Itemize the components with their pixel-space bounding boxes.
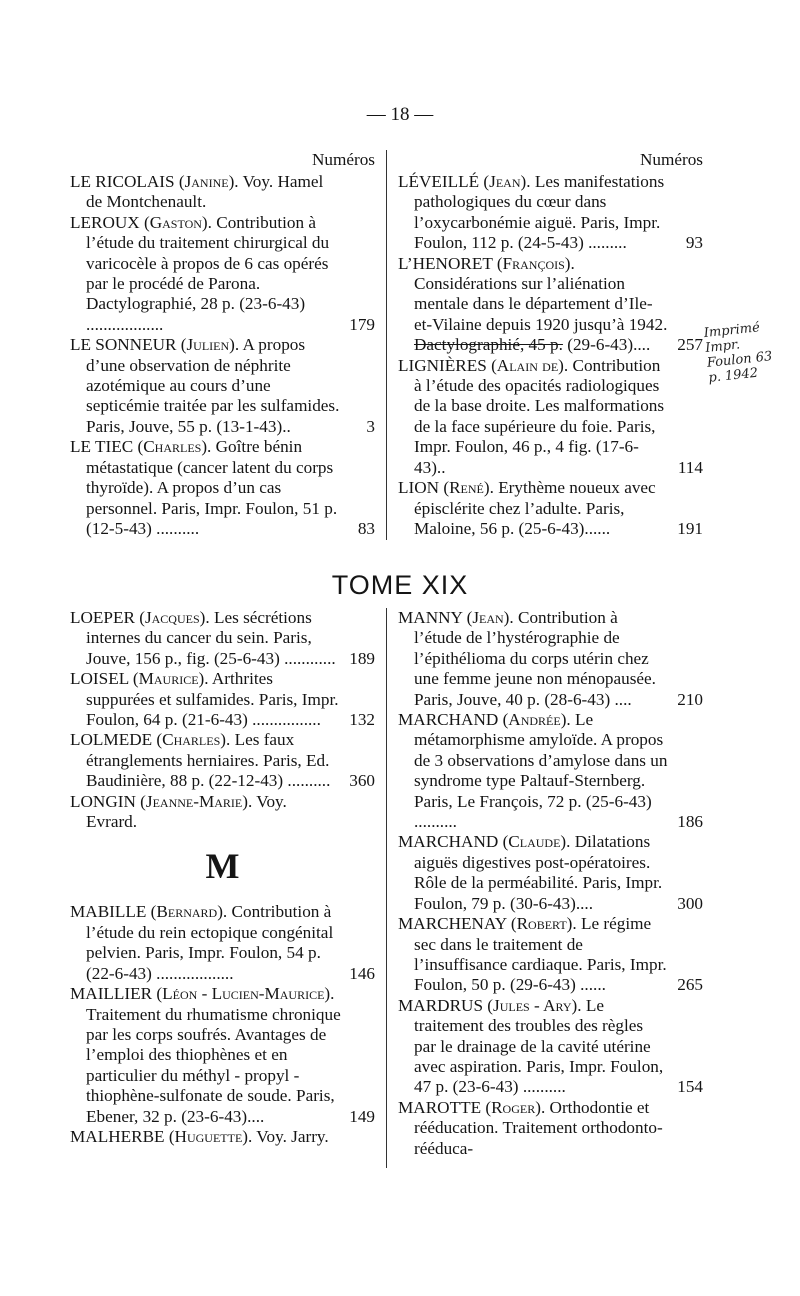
entry-number: 186 — [677, 812, 703, 832]
entry-author: LE TIEC (Charles). — [70, 437, 212, 457]
index-entry — [70, 437, 375, 539]
column-top-left — [70, 172, 375, 539]
column-bottom-left — [70, 608, 375, 1147]
index-entry — [70, 902, 375, 984]
entry-author: MARCHENAY (Robert). — [398, 914, 577, 934]
struck-text: Dactylographié, 45 p. — [414, 335, 563, 355]
entry-author: LOEPER (Jacques). — [70, 608, 210, 627]
entry-author: LOLMEDE (Charles). — [70, 730, 231, 750]
tome-heading: TOME XIX — [331, 570, 469, 600]
entry-description: Orthodontie et rééducation. Traitement orthodonto-rééduca- — [414, 1097, 663, 1158]
entry-description: Le traitement des troubles des règles par le drainage de la cavité utérine avec aspiration. Paris, Impr. Foulon, 47 p. (23-6-43) .......... — [414, 995, 664, 1097]
index-entry — [70, 730, 375, 791]
index-entry — [398, 356, 703, 478]
page-number: — 18 — — [366, 104, 434, 125]
index-entry — [398, 996, 703, 1098]
entry-author: LONGIN (Jeanne-Marie). — [70, 791, 253, 811]
entry-author: LE SONNEUR (Julien). — [70, 335, 240, 355]
entry-number: 83 — [357, 518, 375, 538]
entry-author: L’HENORET (François). — [398, 253, 575, 273]
entry-number: 265 — [677, 975, 703, 995]
entry-author: MAILLIER (Léon - Lucien-Maurice). — [70, 984, 335, 1004]
entry-description: Erythème noueux avec épisclérite chez l’adulte. Paris, Maloine, 56 p. (25-6-43)...... — [414, 478, 656, 538]
entry-description: Voy. Hamel de Montchenault. — [86, 172, 324, 212]
entry-author: MALHERBE (Huguette). — [70, 1126, 253, 1146]
entry-number: 93 — [685, 233, 703, 253]
entry-number: 360 — [349, 771, 375, 791]
entry-description: Le métamorphisme amyloïde. A propos de 3 observations d’amylose dans un syndrome type Paltauf-Sternberg. Paris, Le François, 72 p. (25-6-43) .......... — [414, 710, 668, 832]
entry-description: A propos d’une observation de néphrite azotémique au cours d’une septicémie traitée par les sulfamides. Paris, Jouve, 55 p. (13-1-43).. — [86, 335, 340, 436]
entry-description: Contribution à l’étude du traitement chirurgical du varicocèle à propos de 6 cas opérés par le procédé de Parona. Dactylographié, 28 p. (23-6-43) .................. — [86, 212, 330, 334]
entry-author: LIGNIÈRES (Alain de). — [398, 355, 569, 375]
index-entry — [398, 172, 703, 254]
entry-description: Les faux étranglements herniaires. Paris, Ed. Baudinière, 88 p. (22-12-43) .......... — [86, 730, 331, 791]
entry-number: 210 — [677, 689, 703, 709]
index-entry — [70, 1127, 375, 1147]
entry-description: Goître bénin métastatique (cancer latent du corps thyroïde). A propos d’un cas personnel. Paris, Impr. Foulon, 51 p. (12-5-43) .......... — [86, 437, 338, 538]
entry-description: Considérations sur l’aliénation mentale dans le département d’Ile-et-Vilaine depuis 1920 jusqu’à 1942. — [414, 274, 668, 334]
entry-number: 189 — [349, 648, 375, 668]
numbers-header-right: Numéros — [639, 150, 703, 169]
entry-date: (29-6-43).... — [562, 335, 651, 355]
entry-author: MABILLE (Bernard). — [70, 902, 228, 922]
entry-author: MANNY (Jean). — [398, 608, 514, 627]
entry-description: Voy. Jarry. — [252, 1126, 329, 1146]
entry-description: Contribution à l’étude des opacités radiologiques de la base droite. Les malformations de la face supérieure du foie. Paris, Impr. Foulon, 46 p., 4 fig. (17-6-43).. — [414, 355, 665, 477]
index-entry — [398, 832, 703, 914]
entry-author: LÉVEILLÉ (Jean). — [398, 172, 531, 191]
entry-number: 300 — [677, 893, 703, 913]
entry-description: Contribution à l’étude de l’hystérographie de l’épithélioma du corps utérin chez une femme jeune non ménopausée. Paris, Jouve, 40 p. (28-6-43) .... — [414, 608, 656, 709]
entry-description: Arthrites suppurées et sulfamides. Paris, Impr. Foulon, 64 p. (21-6-43) ................ — [86, 669, 339, 730]
column-divider-top — [386, 150, 387, 540]
entry-number: 114 — [677, 457, 703, 477]
entry-author: MARDRUS (Jules - Ary). — [398, 995, 582, 1015]
entry-number: 154 — [677, 1077, 703, 1097]
index-entry — [70, 335, 375, 437]
entry-author: MARCHAND (Andrée). — [398, 710, 571, 730]
entry-author: MAROTTE (Roger). — [398, 1097, 546, 1117]
numbers-header-left: Numéros — [311, 150, 375, 169]
index-entry — [398, 254, 703, 356]
letter-heading: M — [205, 846, 240, 887]
index-entry — [70, 172, 375, 213]
entry-description: Contribution à l’étude du rein ectopique congénital pelvien. Paris, Impr. Foulon, 54 p. (22-6-43) .................. — [86, 902, 334, 983]
entry-number: 257 — [677, 335, 703, 355]
entry-number: 146 — [349, 963, 375, 983]
entry-description: Traitement du rhumatisme chronique par les corps soufrés. Avantages de l’emploi des thiophènes et en particulier du méthyl - propyl - thiophène-sulfonate de soude. Paris, Ebener, 32 p. (23-6-43).... — [86, 1004, 341, 1126]
index-entry — [70, 608, 375, 669]
entry-number: 132 — [349, 710, 375, 730]
index-entry — [70, 792, 375, 833]
entry-number: 179 — [349, 314, 375, 334]
entry-number: 149 — [349, 1106, 375, 1126]
column-top-right — [398, 172, 703, 539]
handwritten-margin-note: Imprimé Impr. Foulon 63 p. 1942 — [703, 320, 773, 386]
entry-description: Les manifestations pathologiques du cœur dans l’oxycarbonémie aiguë. Paris, Impr. Foulon, 112 p. (24-5-43) ......... — [414, 172, 665, 253]
index-entry — [398, 608, 703, 710]
index-entry — [398, 914, 703, 996]
index-entry — [398, 478, 703, 539]
entry-description: Dilatations aiguës digestives post-opératoires. Rôle de la perméabilité. Paris, Impr. Foulon, 79 p. (30-6-43).... — [414, 832, 663, 913]
index-entry — [398, 1098, 703, 1159]
index-entry — [398, 710, 703, 832]
entry-number: 3 — [366, 416, 375, 436]
column-divider-bottom — [386, 608, 387, 1168]
column-bottom-right — [398, 608, 703, 1159]
entry-number: 191 — [677, 518, 703, 538]
entry-author: LE RICOLAIS (Janine). — [70, 172, 239, 191]
entry-author: LOISEL (Maurice). — [70, 669, 209, 689]
entry-author: LEROUX (Gaston). — [70, 212, 212, 232]
entry-author: LION (René). — [398, 478, 494, 498]
entry-description: Les sécrétions internes du cancer du sein. Paris, Jouve, 156 p., fig. (25-6-43) ............ — [86, 608, 336, 668]
entry-description: Le régime sec dans le traitement de l’insuffisance cardiaque. Paris, Impr. Foulon, 50 p. (29-6-43) ...... — [414, 914, 667, 995]
entry-description: Voy. Evrard. — [86, 791, 287, 832]
index-entry — [70, 984, 375, 1127]
entry-author: MARCHAND (Claude). — [398, 832, 571, 852]
index-entry — [70, 669, 375, 730]
index-entry — [70, 213, 375, 335]
